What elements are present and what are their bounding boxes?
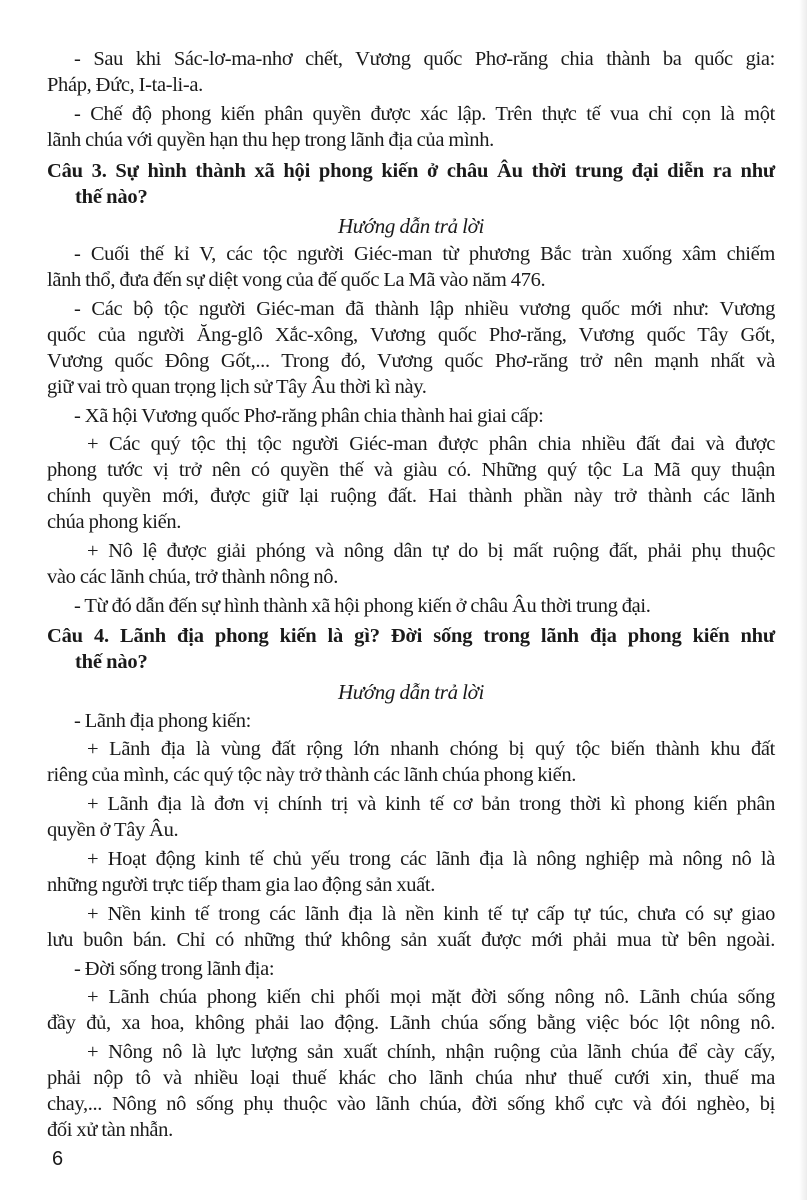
paragraph-line: quyền ở Tây Âu. [47,819,179,841]
paragraph-line: chúa phong kiến. [47,511,182,533]
paragraph-line: - Từ đó dẫn đến sự hình thành xã hội phong kiến ở châu Âu thời trung đại. [74,595,651,617]
paragraph-line: - Chế độ phong kiến phân quyền được xác lập. Trên thực tế vua chỉ cọn là một [74,103,775,125]
paragraph-line: vào các lãnh chúa, trở thành nông nô. [47,566,338,588]
paragraph-line: Pháp, Đức, I-ta-li-a. [47,74,203,96]
paragraph-line: + Lãnh địa là đơn vị chính trị và kinh tế cơ bản trong thời kì phong kiến phân [87,793,775,815]
paragraph-line: quốc của người Ăng-glô Xắc-xông, Vương quốc Phơ-răng, Vương quốc Tây Gốt, [47,324,775,346]
paragraph-line: phong tước vị trở nên có quyền thế và giàu có. Những quý tộc La Mã quy thuận [47,459,775,481]
answer-heading-4: Hướng dẫn trả lời [337,680,484,704]
paragraph-line: lưu buôn bán. Chỉ có những thứ không sản xuất được mới phải mua từ bên ngoài. [47,929,775,951]
answer-heading-3: Hướng dẫn trả lời [337,214,484,238]
paragraph-line: + Các quý tộc thị tộc người Giéc-man được phân chia nhiều đất đai và được [87,433,775,455]
paragraph-line: + Nền kinh tế trong các lãnh địa là nền kinh tế tự cấp tự túc, chưa có sự giao [87,903,775,925]
paragraph-line: Vương quốc Đông Gốt,... Trong đó, Vương quốc Phơ-răng trở nên mạnh nhất và [47,350,775,372]
paragraph-line: chay,... Nông nô sống phụ thuộc vào lãnh chúa, đời sống khổ cực và đói nghèo, bị [47,1093,775,1115]
question-4-title: Câu 4. Lãnh địa phong kiến là gì? Đời sống trong lãnh địa phong kiến như [47,625,775,647]
paragraph-line: - Các bộ tộc người Giéc-man đã thành lập nhiều vương quốc mới như: Vương [74,298,775,320]
paragraph-line: - Lãnh địa phong kiến: [74,710,252,732]
paragraph-line: đối xử tàn nhẫn. [47,1119,173,1141]
paragraph-line: lãnh chúa với quyền hạn thu hẹp trong lãnh địa của mình. [47,129,494,151]
page-edge-shadow [799,0,807,1200]
paragraph-line: riêng của mình, các quý tộc này trở thành các lãnh chúa phong kiến. [47,764,577,786]
paragraph-line: + Lãnh địa là vùng đất rộng lớn nhanh chóng bị quý tộc biến thành khu đất [87,738,775,760]
paragraph-line: + Lãnh chúa phong kiến chi phối mọi mặt đời sống nông nô. Lãnh chúa sống [87,986,775,1008]
page-number: 6 [52,1148,64,1170]
question-3-title-cont: thế nào? [75,186,148,208]
paragraph-line: phải nộp tô và nhiều loại thuế khác cho lãnh chúa như thuế cưới xin, thuế ma [47,1067,775,1089]
question-4-title-cont: thế nào? [75,651,148,673]
paragraph-line: giữ vai trò quan trọng lịch sử Tây Âu thời kì này. [47,376,427,398]
paragraph-line: + Hoạt động kinh tế chủ yếu trong các lãnh địa là nông nghiệp mà nông nô là [87,848,775,870]
question-3-title: Câu 3. Sự hình thành xã hội phong kiến ở châu Âu thời trung đại diễn ra như [47,160,775,182]
paragraph-line: + Nô lệ được giải phóng và nông dân tự do bị mất ruộng đất, phải phụ thuộc [87,540,775,562]
paragraph-line: + Nông nô là lực lượng sản xuất chính, nhận ruộng của lãnh chúa để cày cấy, [87,1041,775,1063]
paragraph-line: lãnh thổ, đưa đến sự diệt vong của đế quốc La Mã vào năm 476. [47,269,546,291]
paragraph-line: - Đời sống trong lãnh địa: [74,958,275,980]
paragraph-line: đầy đủ, xa hoa, không phải lao động. Lãnh chúa sống bằng việc bóc lột nông nô. [47,1012,775,1034]
paragraph-line: chính quyền mới, được giữ lại ruộng đất. Hai thành phần này trở thành các lãnh [47,485,775,507]
paragraph-line: - Sau khi Sác-lơ-ma-nhơ chết, Vương quốc Phơ-răng chia thành ba quốc gia: [74,48,775,70]
paragraph-line: những người trực tiếp tham gia lao động sản xuất. [47,874,436,896]
paragraph-line: - Xã hội Vương quốc Phơ-răng phân chia thành hai giai cấp: [74,405,544,427]
paragraph-line: - Cuối thế kỉ V, các tộc người Giéc-man từ phương Bắc tràn xuống xâm chiếm [74,243,775,265]
